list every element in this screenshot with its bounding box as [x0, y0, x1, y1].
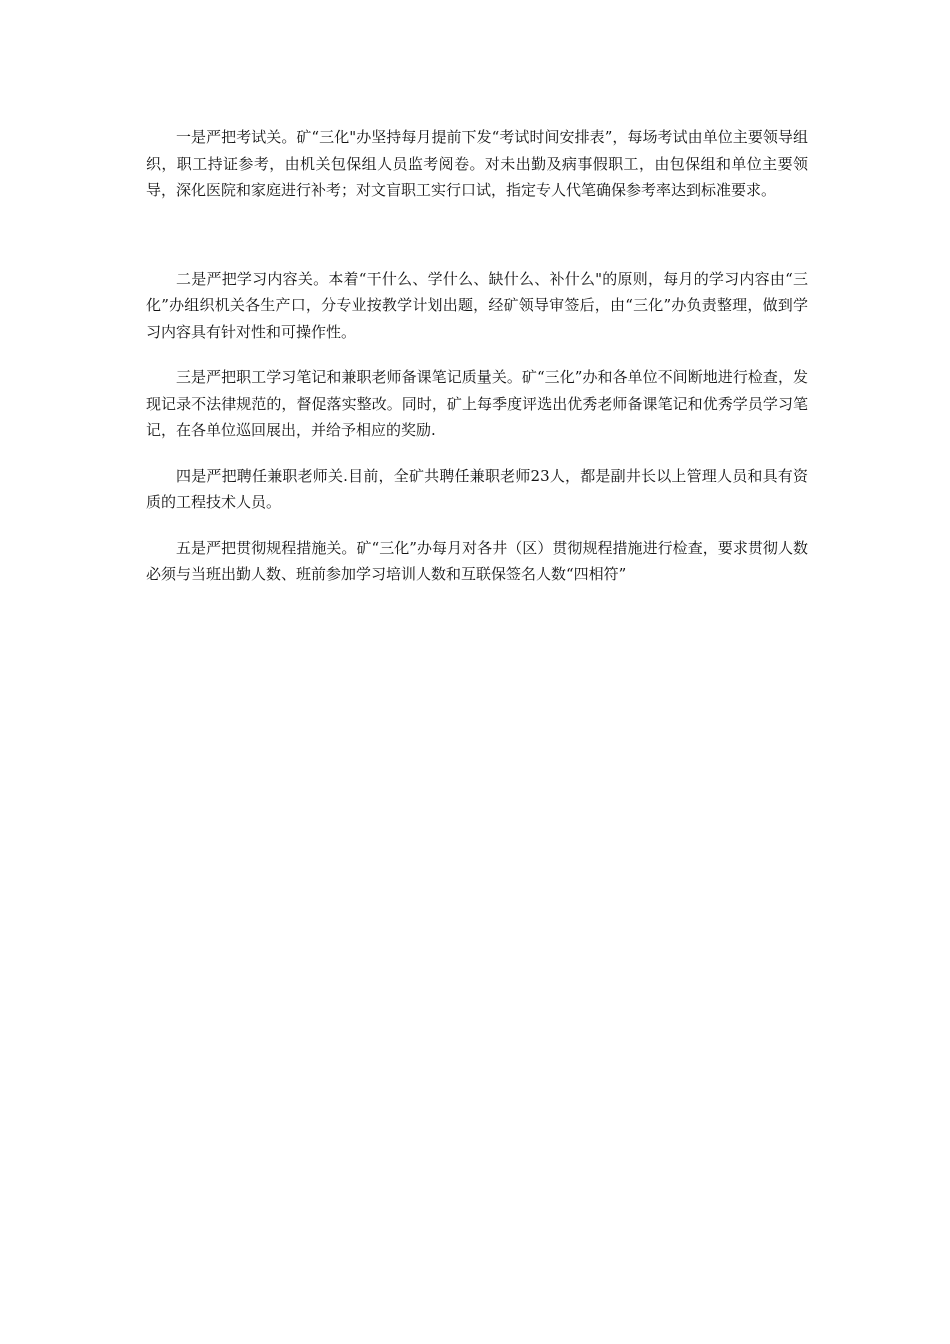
paragraph-spacer	[146, 345, 808, 364]
paragraph-teacher-hiring: 四是严把聘任兼职老师关.目前，全矿共聘任兼职老师23人，都是副井长以上管理人员和具有资质的工程技术人员。	[146, 466, 808, 511]
paragraph-spacer	[146, 204, 808, 266]
paragraph-regulations: 五是严把贯彻规程措施关。矿“三化”办每月对各井（区）贯彻规程措施进行检查，要求贯彻人数必须与当班出勤人数、班前参加学习培训人数和互联保签名人数“四相符”	[146, 538, 808, 583]
document-body	[146, 124, 808, 588]
paragraph-spacer	[146, 516, 808, 535]
paragraph-notes-quality: 三是严把职工学习笔记和兼职老师备课笔记质量关。矿“三化”办和各单位不间断地进行检查，发现记录不法律规范的，督促落实整改。同时，矿上每季度评选出优秀老师备课笔记和优秀学员学习笔记，在各单位巡回展出，并给予相应的奖励.	[146, 368, 808, 439]
paragraph-spacer	[146, 444, 808, 463]
paragraph-learning-content: 二是严把学习内容关。本着“干什么、学什么、缺什么、补什么"的原则，每月的学习内容由“三化”办组织机关各生产口，分专业按教学计划出题，经矿领导审签后，由“三化”办负责整理，做到学习内容具有针对性和可操作性。	[146, 269, 808, 341]
paragraph-exam-control: 一是严把考试关。矿“三化"办坚持每月提前下发“考试时间安排表”，每场考试由单位主要领导组织，职工持证参考，由机关包保组人员监考阅卷。对未出勤及病事假职工，由包保组和单位主要领导，深化医院和家庭进行补考；对文盲职工实行口试，指定专人代笔确保参考率达到标准要求。	[146, 128, 808, 199]
